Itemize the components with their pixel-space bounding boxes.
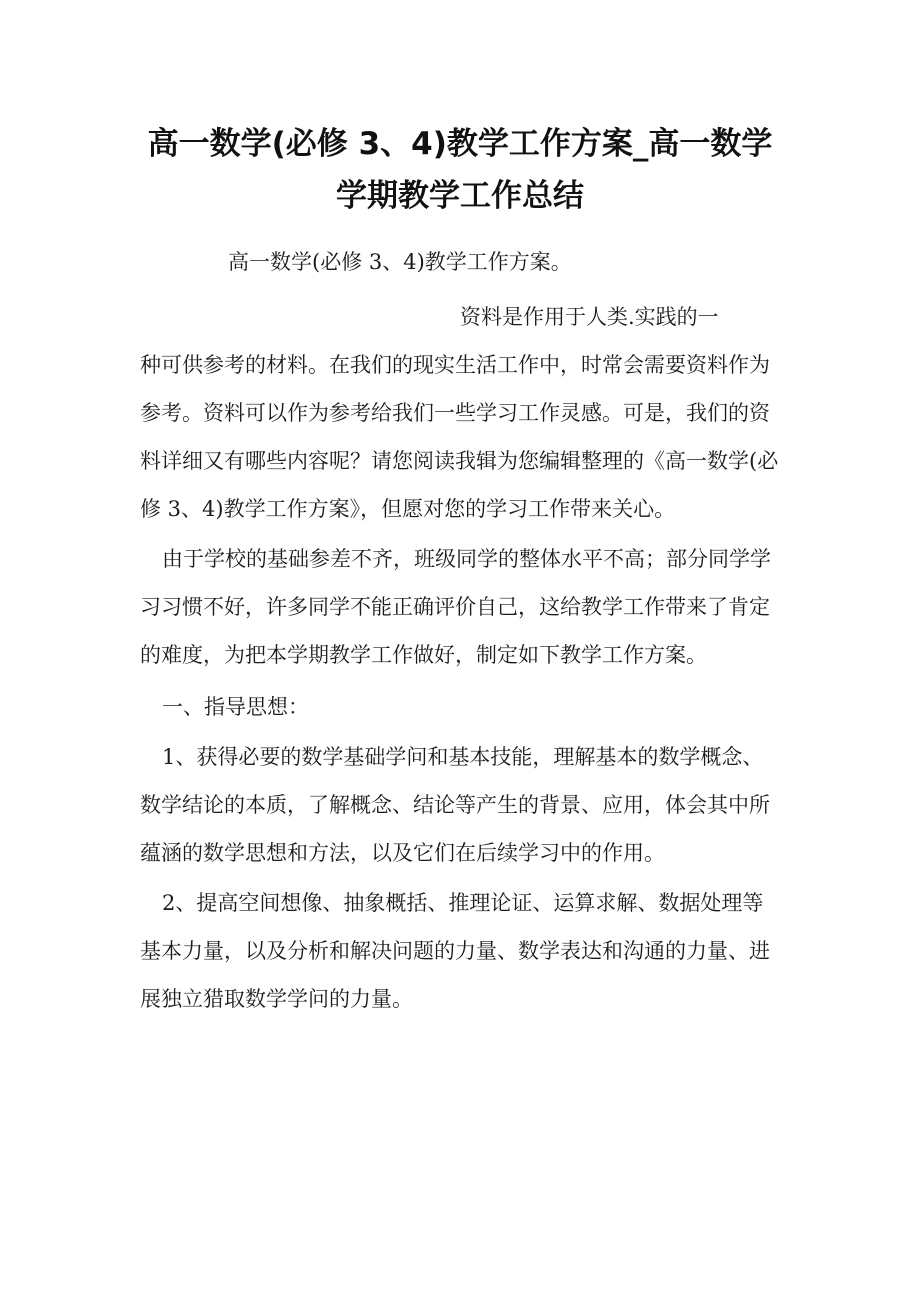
- background-paragraph: 由于学校的基础参差不齐，班级同学的整体水平不高；部分同学学习习惯不好，许多同学不能正确评价自己，这给教学工作带来了肯定的难度，为把本学期教学工作做好，制定如下教学工作方案。: [140, 547, 771, 667]
- section-heading-guiding-ideas: 一、指导思想：: [162, 695, 309, 719]
- lead-line: 高一数学(必修 3、4)教学工作方案。: [228, 250, 572, 274]
- list-item-1: 1、获得必要的数学基础学问和基本技能，理解基本的数学概念、数学结论的本质，了解概念、结论等产生的背景、应用，体会其中所蕴涵的数学思想和方法，以及它们在后续学习中的作用。: [140, 745, 770, 865]
- document-title: 高一数学(必修 3、4)教学工作方案_高一数学学期教学工作总结: [147, 126, 773, 214]
- intro-paragraph: [140, 293, 780, 533]
- intro-rest: 种可供参考的材料。在我们的现实生活工作中，时常会需要资料作为参考。资料可以作为参考给我们一些学习工作灵感。可是，我们的资料详细又有哪些内容呢？请您阅读我辑为您编辑整理的《高一数学(必修 3、4)教学工作方案》，但愿对您的学习工作带来关心。: [140, 353, 779, 521]
- intro-first-line: 资料是作用于人类.实践的一: [460, 305, 719, 329]
- document-body: [140, 238, 780, 1023]
- list-item-2: 2、提高空间想像、抽象概括、推理论证、运算求解、数据处理等基本力量，以及分析和解决问题的力量、数学表达和沟通的力量、进展独立猎取数学学问的力量。: [140, 891, 770, 1011]
